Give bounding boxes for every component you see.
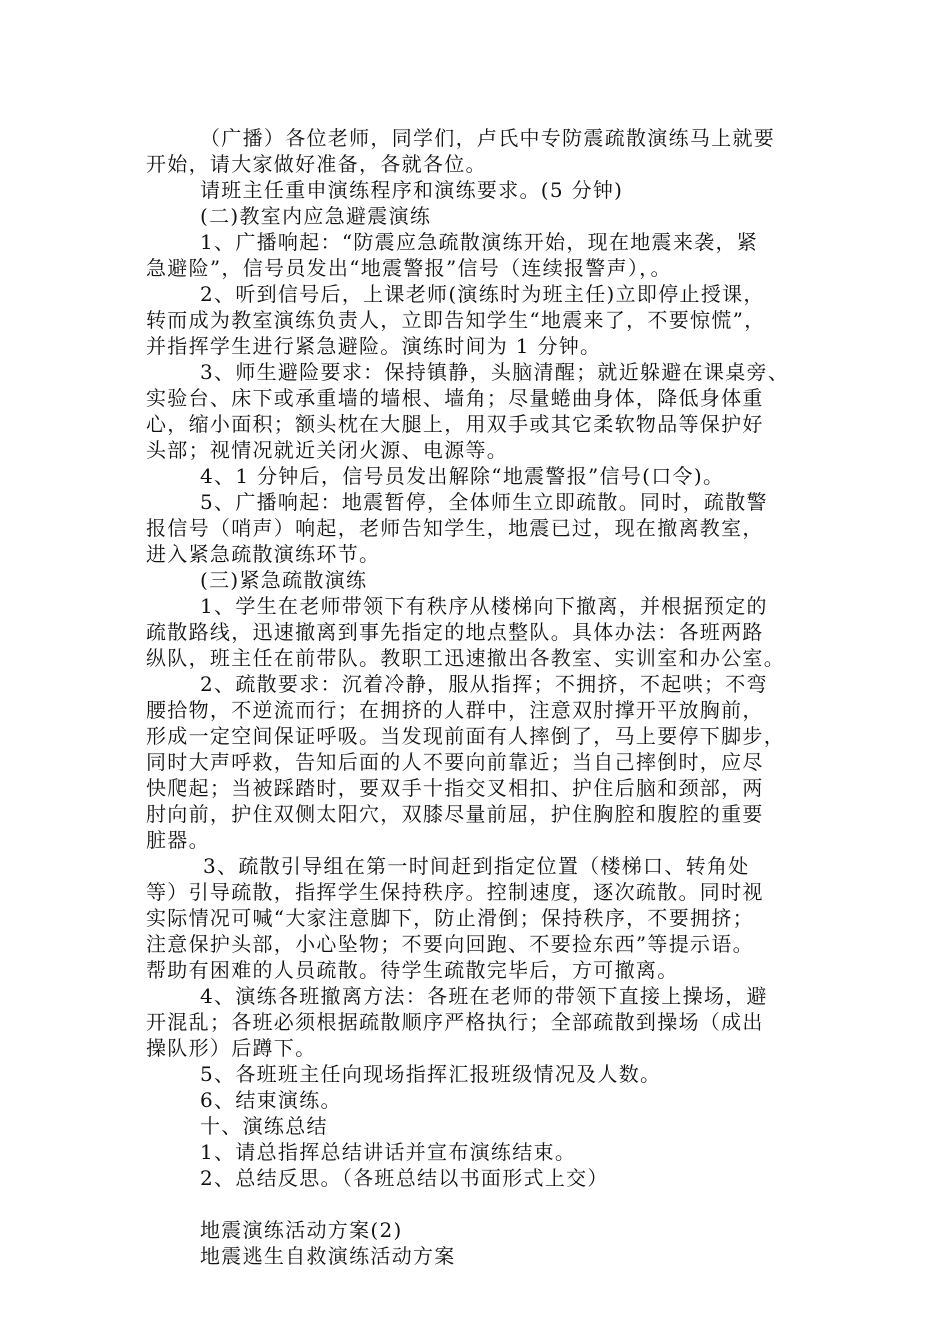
paragraph-line: （广播）各位老师，同学们，卢氏中专防震疏散演练马上就要	[200, 126, 776, 150]
paragraph-line: 报信号（哨声）响起，老师告知学生，地震已过，现在撤离教室，	[146, 516, 764, 540]
paragraph-line: 实际情况可喊“大家注意脚下，防止滑倒；保持秩序，不要拥挤；	[146, 906, 754, 930]
paragraph-line: 3、疏散引导组在第一时间赶到指定位置（楼梯口、转角处	[203, 854, 750, 878]
paragraph-line: 腰拾物，不逆流而行；在拥挤的人群中，注意双肘撑开平放胸前，	[146, 698, 764, 722]
paragraph-line: 形成一定空间保证呼吸。当发现前面有人摔倒了，马上要停下脚步，	[146, 724, 785, 748]
paragraph-line: 帮助有困难的人员疏散。待学生疏散完毕后，方可撤离。	[146, 958, 679, 982]
paragraph-line: 6、结束演练。	[200, 1088, 342, 1112]
paragraph-line: 纵队，班主任在前带队。教职工迅速撤出各教室、实训室和办公室。	[146, 646, 785, 670]
paragraph-line: 快爬起；当被踩踏时，要双手十指交叉相扣、护住后脑和颈部，两	[146, 776, 764, 800]
paragraph-line: 4、演练各班撤离方法：各班在老师的带领下直接上操场，避	[200, 984, 768, 1008]
paragraph-line: 1、请总指挥总结讲话并宣布演练结束。	[200, 1140, 577, 1164]
paragraph-line: 1、学生在老师带领下有秩序从楼梯向下撤离，并根据预定的	[200, 594, 768, 618]
paragraph-line: 2、总结反思。（各班总结以书面形式上交）	[200, 1166, 609, 1190]
paragraph-line: 头部；视情况就近关闭火源、电源等。	[146, 438, 509, 462]
document-subtitle: 地震逃生自救演练活动方案	[200, 1244, 456, 1268]
paragraph-line: 1、广播响起：“防震应急疏散演练开始，现在地震来袭，紧	[200, 230, 759, 254]
paragraph-line: 并指挥学生进行紧急避险。演练时间为 1 分钟。	[146, 334, 602, 358]
paragraph-line: 转而成为教室演练负责人，立即告知学生“地震来了，不要惊慌”，	[146, 308, 766, 332]
paragraph-line: 同时大声呼救，告知后面的人不要向前靠近；当自己摔倒时，应尽	[146, 750, 764, 774]
paragraph-line: 实验台、床下或承重墙的墙根、墙角；尽量蜷曲身体，降低身体重	[146, 386, 764, 410]
section-heading: (二)教室内应急避震演练	[200, 204, 432, 228]
paragraph-line: 疏散路线，迅速撤离到事先指定的地点整队。具体办法：各班两路	[146, 620, 764, 644]
section-heading: (三)紧急疏散演练	[200, 568, 368, 592]
section-heading: 十、演练总结	[200, 1114, 328, 1138]
paragraph-line: 5、各班班主任向现场指挥汇报班级情况及人数。	[200, 1062, 662, 1086]
paragraph-line: 2、疏散要求：沉着冷静，服从指挥；不拥挤，不起哄；不弯	[200, 672, 768, 696]
paragraph-line: 等）引导疏散，指挥学生保持秩序。控制速度，逐次疏散。同时视	[146, 880, 764, 904]
paragraph-line: 4、1 分钟后，信号员发出解除“地震警报”信号(口令)。	[200, 464, 725, 488]
paragraph-line: 开混乱；各班必须根据疏散顺序严格执行；全部疏散到操场（成出	[146, 1010, 764, 1034]
paragraph-line: 肘向前，护住双侧太阳穴，双膝尽量前屈，护住胸腔和腹腔的重要	[146, 802, 764, 826]
paragraph-line: 5、广播响起：地震暂停，全体师生立即疏散。同时，疏散警	[200, 490, 768, 514]
paragraph-line: 心，缩小面积；额头枕在大腿上，用双手或其它柔软物品等保护好	[146, 412, 764, 436]
paragraph-line: 注意保护头部，小心坠物；不要向回跑、不要捡东西”等提示语。	[146, 932, 754, 956]
paragraph-line: 脏器。	[146, 828, 210, 852]
document-title: 地震演练活动方案(2)	[200, 1218, 403, 1242]
paragraph-line: 请班主任重申演练程序和演练要求。(5 分钟)	[200, 178, 624, 202]
paragraph-line: 2、听到信号后，上课老师(演练时为班主任)立即停止授课，	[200, 282, 765, 306]
paragraph-line: 操队形）后蹲下。	[146, 1036, 317, 1060]
paragraph-line: 进入紧急疏散演练环节。	[146, 542, 381, 566]
paragraph-line: 开始，请大家做好准备，各就各位。	[146, 152, 487, 176]
paragraph-line: 急避险”，信号员发出“地震警报”信号（连续报警声），。	[146, 256, 672, 280]
paragraph-line: 3、师生避险要求：保持镇静，头脑清醒；就近躲避在课桌旁、	[200, 360, 790, 384]
